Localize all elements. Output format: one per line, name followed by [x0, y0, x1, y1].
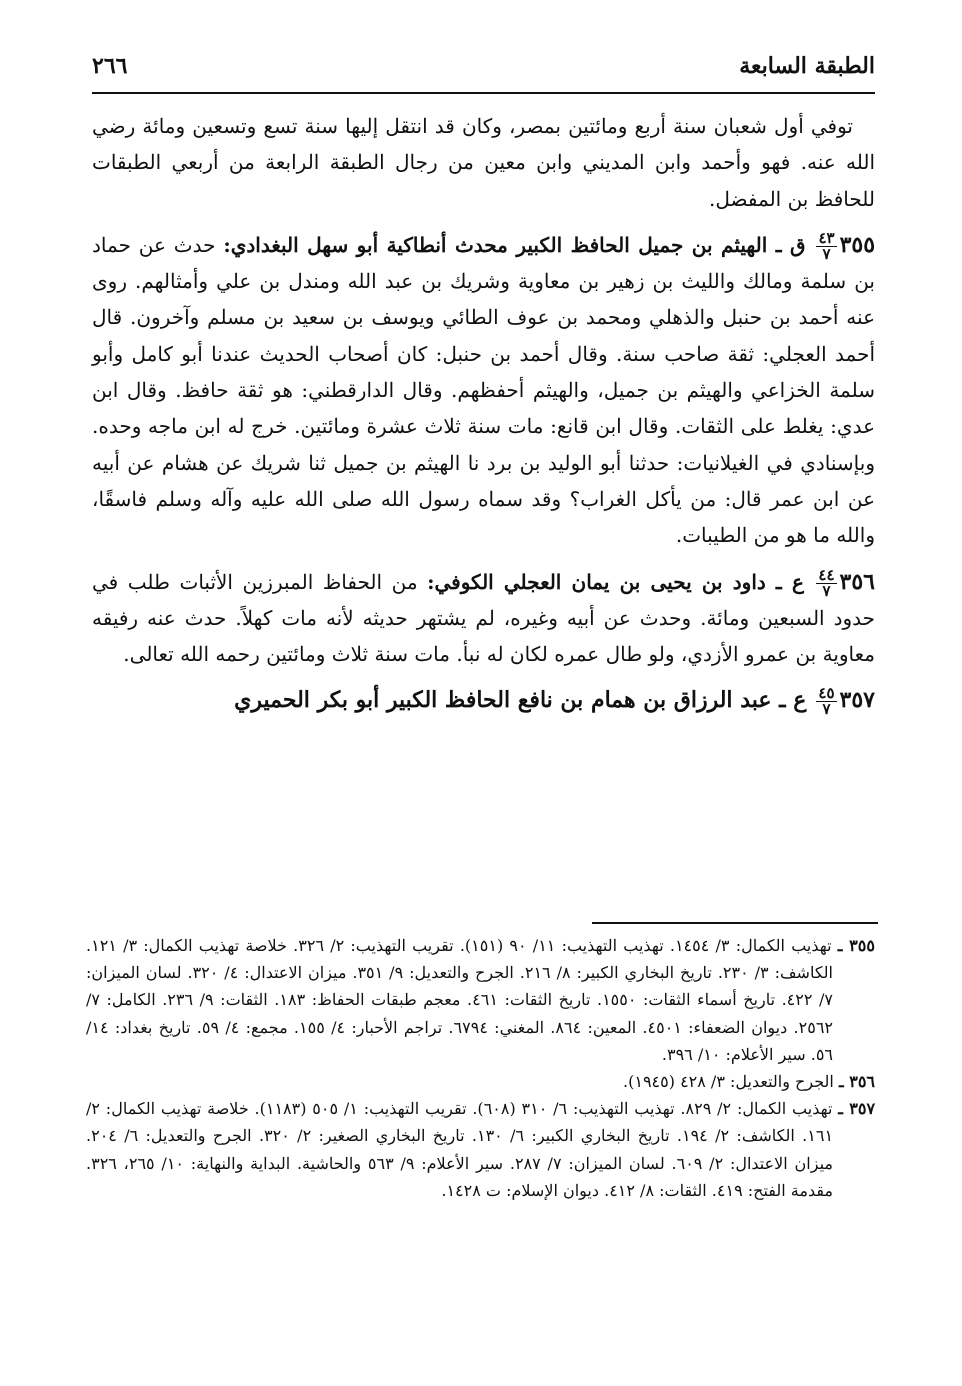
- footnote-text: تهذيب الكمال: ٣/ ١٤٥٤. تهذيب التهذيب: ١١/ ٩٠ (١٥١). تقريب التهذيب: ٢/ ٣٢٦. خلاصة تهذيب الكمال: ٣/ ١٢١. الكاشف: ٣/ ٢٣٠. تاريخ البخاري الكبير: ٨/ ٢١٦. الجرح والتعديل: ٩/ ٣٥١. ميزان الاعتدال: ٤/ ٣٢٠. لسان الميزان: ٧/ ٤٢٢. تاريخ أسماء الثقات: ١٥٥٠. تاريخ الثقات: ٤٦١. معجم طبقات الحفاظ: ١٨٣. الثقات: ٩/ ٢٣٦. الكامل: ٧/ ٢٥٦٢. ديوان الضعفاء: ٤٥٠١. المعين: ٨٦٤. المغني: ٦٧٩٤. تراجم الأحبار: ٤/ ١٥٥. مجمع: ٤/ ٥٩. تاريخ بغداد: ١٤/ ٥٦. سير الأعلام: ١٠/ ٣٩٦.: [86, 936, 833, 1064]
- footnote-356: [86, 1068, 875, 1095]
- footnotes: [86, 932, 875, 1204]
- fraction-numerator: ٤٥: [818, 683, 835, 702]
- entry-heading: ع ـ عبد الرزاق بن همام بن نافع الحافظ الكبير أبو بكر الحميري: [234, 687, 807, 714]
- footnote-text: الجرح والتعديل: ٣/ ٤٢٨ (١٩٤٥).: [623, 1072, 834, 1092]
- page-number: ٢٦٦: [92, 53, 128, 79]
- fraction-denominator: ٧: [822, 244, 831, 263]
- footnote-text: تهذيب الكمال: ٢/ ٨٢٩. تهذيب التهذيب: ٦/ ٣١٠ (٦٠٨). تقريب التهذيب: ١/ ٥٠٥ (١١٨٣). خلاصة تهذيب الكمال: ٢/ ١٦١. الكاشف: ٢/ ١٩٤. تاريخ البخاري الكبير: ٦/ ١٣٠. تاريخ البخاري الصغير: ٢/ ٣٢٠. الجرح والتعديل: ٦/ ٢٠٤. ميزان الاعتدال: ٢/ ٦٠٩. لسان الميزان: ٧/ ٢٨٧. سير الأعلام: ٩/ ٥٦٣ والحاشية. البداية والنهاية: ١٠/ ٢٦٥، ٣٢٦. مقدمة الفتح: ٤١٩. الثقات: ٨/ ٤١٢. ديوان الإسلام: ت ١٤٢٨.: [86, 1099, 834, 1200]
- entry-355: [92, 227, 875, 554]
- intro-paragraph: توفي أول شعبان سنة أربع ومائتين بمصر، وكان قد انتقل إليها سنة تسع وتسعين ومائة رضي الله عنه. فهو وأحمد وابن المديني وابن معين من رجال الطبقة الرابعة من أربعي الطبقات للحافظ بن المفضل.: [92, 114, 875, 211]
- footnote-number: ٣٥٧ ـ: [838, 1099, 876, 1119]
- entry-number: ٣٥٧: [839, 687, 875, 714]
- footnote-355: [86, 932, 875, 1068]
- footnote-separator: [592, 922, 878, 924]
- entry-356: [92, 564, 875, 673]
- entry-body: حدث عن حماد بن سلمة ومالك والليث بن زهير بن معاوية وشريك بن عبد الله ومندل بن علي وأمثالهم. روى عنه أحمد بن حنبل والذهلي ومحمد بن عوف الطائي ويوسف بن سعيد بن مسلم وآخرون. قال أحمد العجلي: ثقة صاحب سنة. وقال أحمد بن حنبل: كان أصحاب الحديث عندنا أبو كامل وأبو سلمة الخزاعي والهيثم بن جميل، والهيثم أحفظهم. وقال الدارقطني: هو ثقة حافظ. وقال ابن عدي: يغلط على الثقات. وقال ابن قانع: مات سنة ثلاث عشرة ومائتين. خرج له ابن ماجه وحده. وبإسنادي في الغيلانيات: حدثنا أبو الوليد بن برد نا الهيثم بن جميل ثنا شريك عن هشام عن أبيه عن ابن عمر قال: من يأكل الغراب؟ وقد سماه رسول الله صلى الله عليه وآله وسلم فاسقًا، والله ما هو من الطيبات.: [92, 232, 875, 548]
- entry-fraction: [816, 565, 836, 600]
- entry-number: ٣٥٦: [839, 568, 875, 595]
- entry-body: من الحفاظ المبرزين الأثبات طلب في حدود السبعين ومائة. وحدث عن أبيه وغيره، لم يشتهر حديثه لأنه مات كهلاً. حدث عنه رفيقه معاوية بن عمرو الأزدي، ولو طال عمره لكان له نبأ. مات سنة ثلاث ومائتين رحمه الله تعالى.: [92, 569, 875, 667]
- footnote-number: ٣٥٥ ـ: [837, 936, 875, 955]
- fraction-denominator: ٧: [822, 581, 831, 600]
- entry-number: ٣٥٥: [839, 231, 876, 258]
- entry-fraction: [816, 228, 836, 263]
- page-header: [92, 40, 875, 94]
- entry-heading: ق ـ الهيثم بن جميل الحافظ الكبير محدث أنطاكية أبو سهل البغدادي:: [223, 232, 806, 257]
- main-text: [92, 108, 875, 720]
- footnote-number: ٣٥٦ ـ: [838, 1072, 875, 1092]
- running-head: الطبقة السابعة: [739, 53, 875, 79]
- entry-heading: ع ـ داود بن يحيى بن يمان العجلي الكوفي:: [427, 569, 804, 594]
- footnote-357: [86, 1095, 875, 1204]
- fraction-numerator: ٤٣: [818, 228, 835, 247]
- entry-357: [92, 682, 875, 719]
- fraction-denominator: ٧: [822, 699, 831, 718]
- entry-fraction: [816, 683, 836, 718]
- fraction-numerator: ٤٤: [818, 565, 835, 584]
